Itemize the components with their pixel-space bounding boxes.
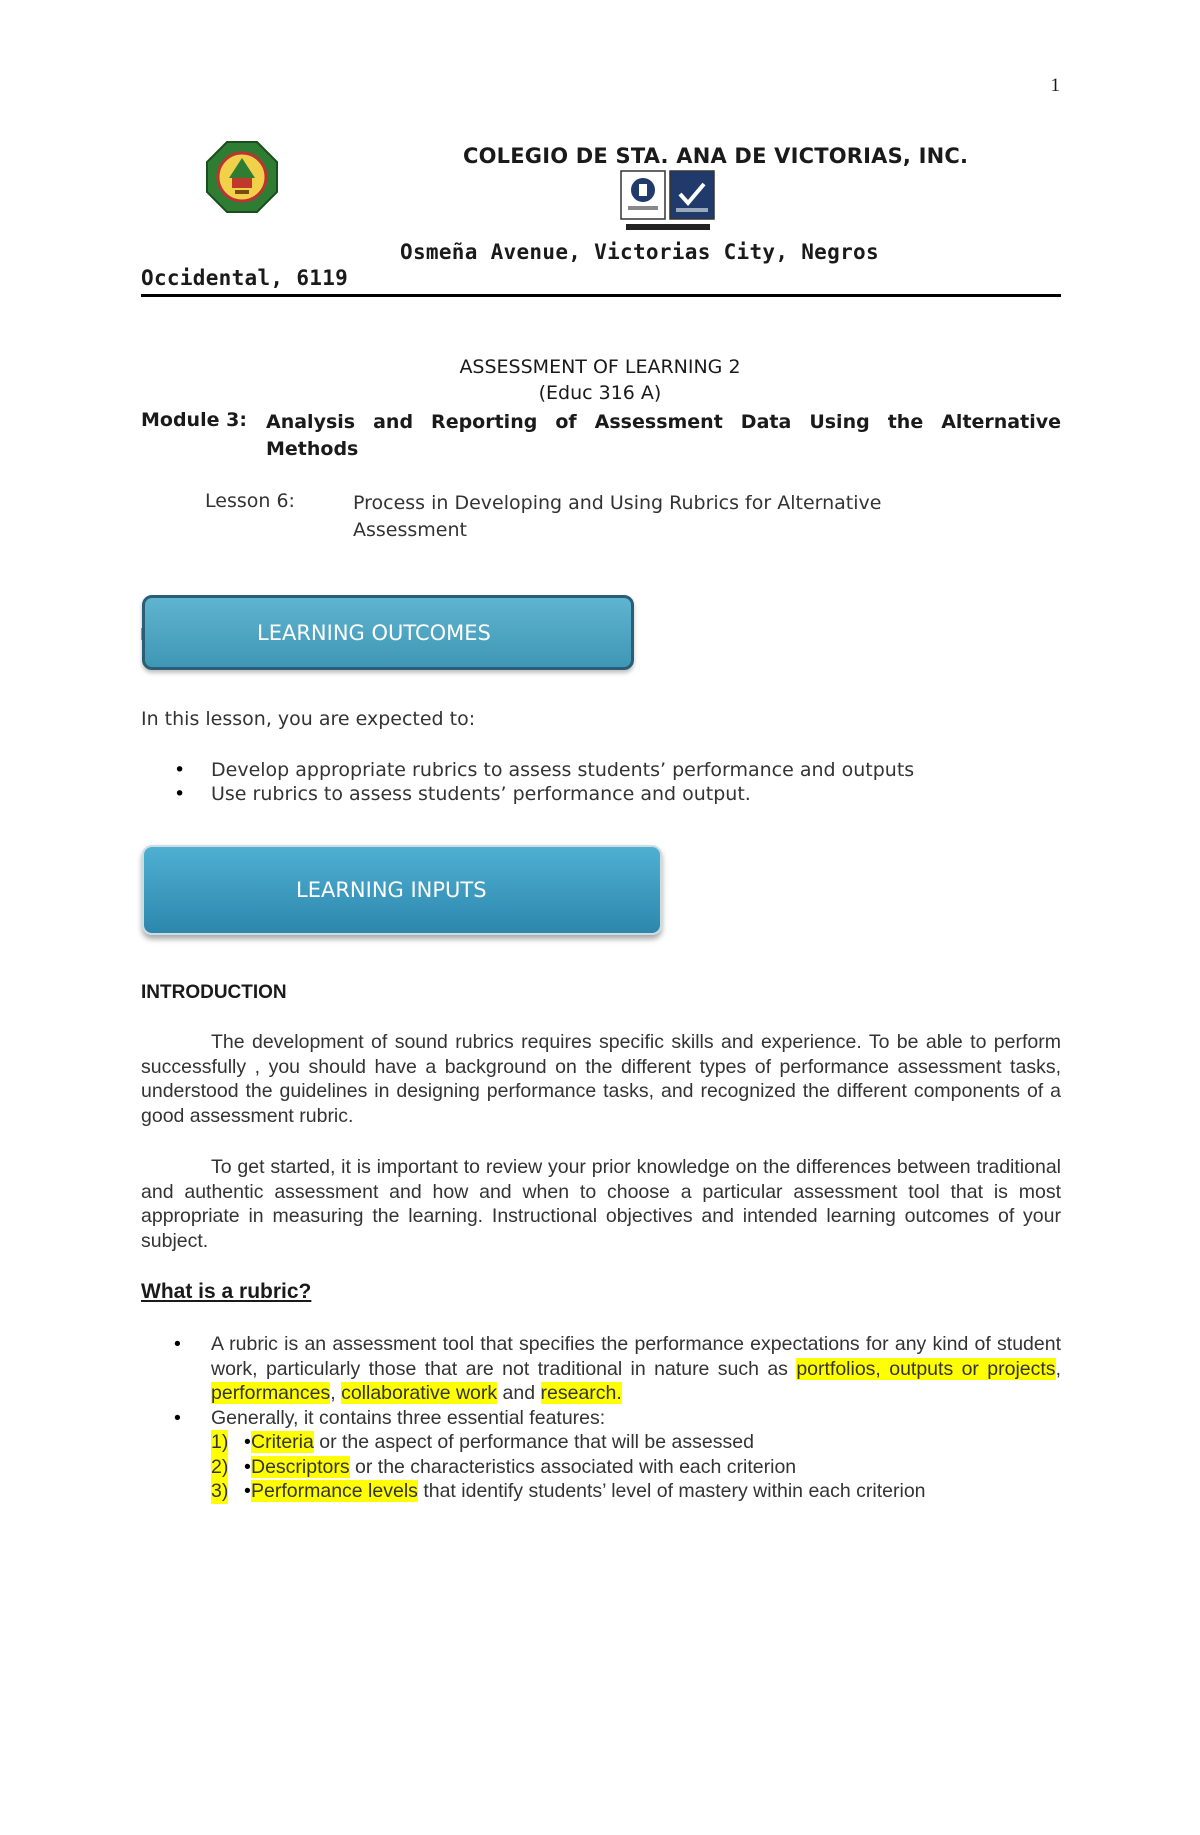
feature-term: Performance levels bbox=[251, 1480, 418, 1502]
list-item: • Use rubrics to assess students’ performance and output. bbox=[141, 782, 1061, 806]
address-line-1: Osmeña Avenue, Victorias City, Negros bbox=[400, 240, 879, 264]
rubric-definition-text: A rubric is an assessment tool that specifies the performance expectations for any kind of student work, particularly those that are not traditional in nature such as bbox=[211, 1333, 1061, 1380]
lesson-label: Lesson 6: bbox=[205, 490, 295, 512]
feature-item bbox=[211, 1479, 1061, 1504]
features-intro: Generally, it contains three essential features: bbox=[211, 1406, 606, 1429]
learning-inputs-banner bbox=[142, 845, 662, 935]
features-list bbox=[211, 1430, 1061, 1504]
list-item bbox=[141, 1406, 1061, 1504]
outcomes-list bbox=[141, 758, 1061, 806]
header-divider bbox=[141, 294, 1061, 297]
course-code: (Educ 316 A) bbox=[538, 382, 662, 404]
feature-description: that identify students’ level of mastery within each criterion bbox=[417, 1480, 926, 1502]
feature-number: • 1) bbox=[211, 1431, 229, 1453]
outcomes-intro: In this lesson, you are expected to: bbox=[141, 708, 476, 730]
feature-number: • 2) bbox=[211, 1455, 229, 1478]
list-item: • Develop appropriate rubrics to assess students’ performance and outputs bbox=[141, 758, 1061, 782]
introduction-paragraph: To get started, it is important to review your prior knowledge on the differences between traditional and authentic assessment and how and when to choose a particular assessment tool that is most appropriate in measuring the learning. Instructional objectives and intended learning outcomes of your subject. bbox=[141, 1156, 1061, 1252]
course-title: ASSESSMENT OF LEARNING 2 bbox=[459, 356, 741, 378]
feature-item bbox=[211, 1455, 1061, 1480]
feature-term: Descriptors bbox=[251, 1455, 350, 1478]
separator-text: , bbox=[330, 1382, 342, 1404]
feature-description: or the characteristics associated with each criterion bbox=[349, 1455, 797, 1478]
introduction-paragraph: The development of sound rubrics requires specific skills and experience. To be able to perform successfully , you should have a background on the different types of performance assessment tasks, understood the guidelines in designing performance tasks, and recognized the different components of a good assessment rubric. bbox=[141, 1031, 1061, 1127]
college-seal-logo bbox=[205, 140, 279, 214]
separator-text: , bbox=[1055, 1357, 1061, 1380]
rubric-list bbox=[141, 1332, 1061, 1504]
highlight-portfolios: portfolios, outputs or projects bbox=[796, 1357, 1056, 1380]
feature-description: or the aspect of performance that will be assessed bbox=[313, 1431, 754, 1453]
highlight-performances: performances bbox=[211, 1382, 331, 1404]
feature-item bbox=[211, 1430, 1061, 1455]
iso-certification-logo bbox=[620, 170, 716, 232]
page-number: 1 bbox=[1050, 75, 1060, 96]
lesson-title: Process in Developing and Using Rubrics for Alternative Assessment bbox=[353, 492, 882, 541]
feature-number: • 3) bbox=[211, 1480, 229, 1502]
introduction-heading: INTRODUCTION bbox=[141, 982, 287, 1003]
list-item bbox=[141, 1332, 1061, 1406]
learning-outcomes-banner-label: LEARNING OUTCOMES bbox=[257, 620, 491, 645]
rubric-heading: What is a rubric? bbox=[141, 1280, 312, 1303]
address-line-2: Occidental, 6119 bbox=[141, 266, 349, 290]
separator-text: and bbox=[497, 1382, 541, 1404]
highlight-research: research. bbox=[540, 1382, 622, 1404]
highlight-collaborative-work: collaborative work bbox=[341, 1382, 498, 1404]
college-name: COLEGIO DE STA. ANA DE VICTORIAS, INC. bbox=[463, 144, 969, 168]
learning-inputs-banner-label: LEARNING INPUTS bbox=[296, 878, 487, 902]
feature-term: Criteria bbox=[251, 1431, 314, 1453]
learning-outcomes-banner bbox=[142, 595, 634, 670]
module-label: Module 3: bbox=[141, 409, 247, 431]
module-title: Analysis and Reporting of Assessment Data Using the Alternative Methods bbox=[266, 411, 1061, 460]
